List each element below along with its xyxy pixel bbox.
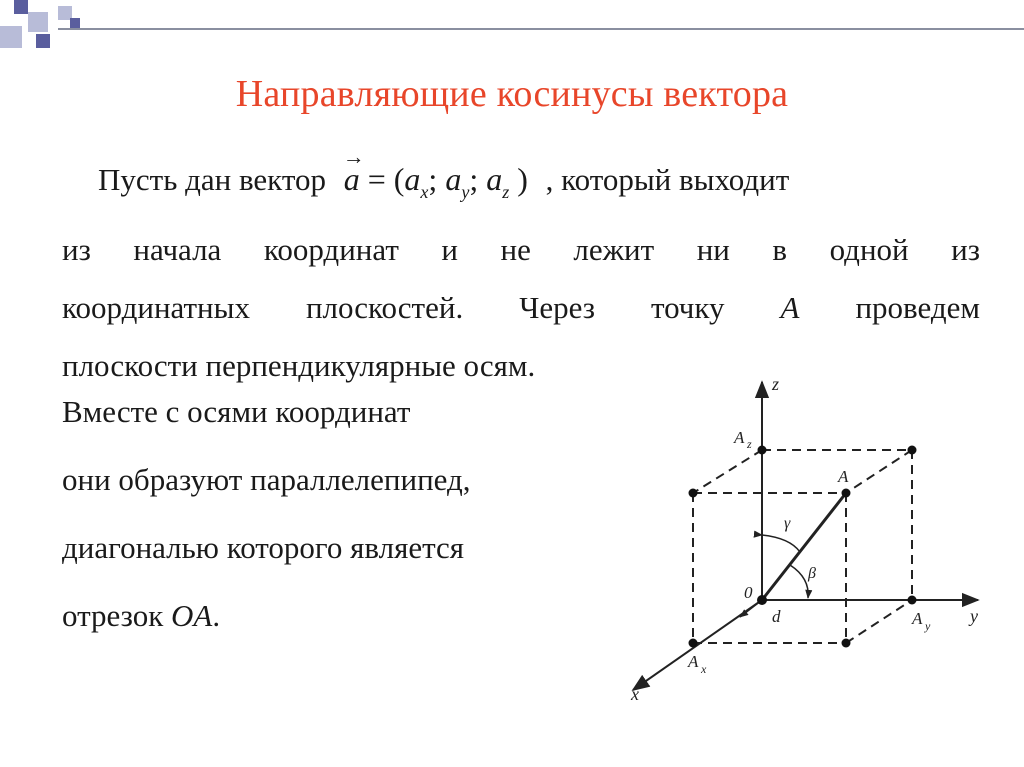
word: не [500,232,531,267]
formula-ax-sub: x [420,182,429,202]
word: Через [519,290,595,325]
word: координатных [62,290,250,325]
label-d: d [772,607,781,626]
vector-a: → a [344,150,360,208]
label-ay-main: A [912,609,923,628]
beta-arc [790,565,808,598]
text-line-5: Вместе с осями координат [62,394,411,429]
paragraph-line-4: плоскости перпендикулярные осям. [62,348,536,383]
word: из [951,232,980,267]
description-lines [62,378,622,650]
label-beta: β [808,565,816,582]
line1-start: Пусть дан вектор [98,162,326,197]
slide-title: Направляющие косинусы вектора [235,73,789,115]
label-ax [687,652,707,676]
header-rule [58,28,1024,30]
paragraph-line-1 [62,150,980,221]
word: плоскостей. [305,290,464,325]
label-az-main: A [734,428,745,447]
line8-end: . [212,598,221,633]
label-ay [911,609,931,633]
word: точку [650,290,725,325]
formula-sep2: ; [469,161,479,197]
segment-oa: OA [171,598,213,633]
formula-az-sub: z [502,182,510,202]
vector-oa [762,493,846,600]
formula-sep1: ; [428,161,438,197]
vector-formula [344,150,528,221]
label-ax-sub: x [701,662,707,676]
paragraph-line-3 [62,279,980,337]
logo-squares [0,0,90,60]
text-line-6: они образуют параллелепипед, [62,462,471,497]
label-a: A [838,467,849,486]
label-ax-main: A [688,652,699,671]
line1-end: , который выходит [545,162,790,197]
label-z: z [772,374,780,394]
formula-ay-sub: y [461,182,470,202]
text-line-8 [62,582,622,650]
paragraph-line-2 [62,221,980,279]
formula-ax: a [404,161,421,197]
word: лежит [573,232,655,267]
point-a-label: A [780,290,800,325]
line8-start: отрезок [62,598,172,633]
word: из [62,232,91,267]
word: одной [829,232,909,267]
word: координат [263,232,399,267]
label-az-sub: z [747,437,752,451]
label-ay-sub: y [925,619,931,633]
formula-az: a [486,161,503,197]
label-origin: 0 [744,583,753,602]
intro-paragraph [62,150,980,395]
word: и [441,232,458,267]
label-gamma: γ [784,515,791,532]
label-az [733,428,752,451]
label-y: y [970,606,978,626]
x-axis [633,600,762,690]
text-line-7: диагональю которого является [62,530,465,565]
label-x: x [631,684,639,704]
formula-ay: a [445,161,462,197]
word: проведем [855,290,980,325]
parallelepiped-diagram [600,370,1010,710]
word: ни [696,232,730,267]
word: начала [133,232,222,267]
formula-close: ) [517,161,528,197]
gamma-arc [762,535,800,552]
word: в [772,232,788,267]
formula-equals: = ( [367,161,405,197]
